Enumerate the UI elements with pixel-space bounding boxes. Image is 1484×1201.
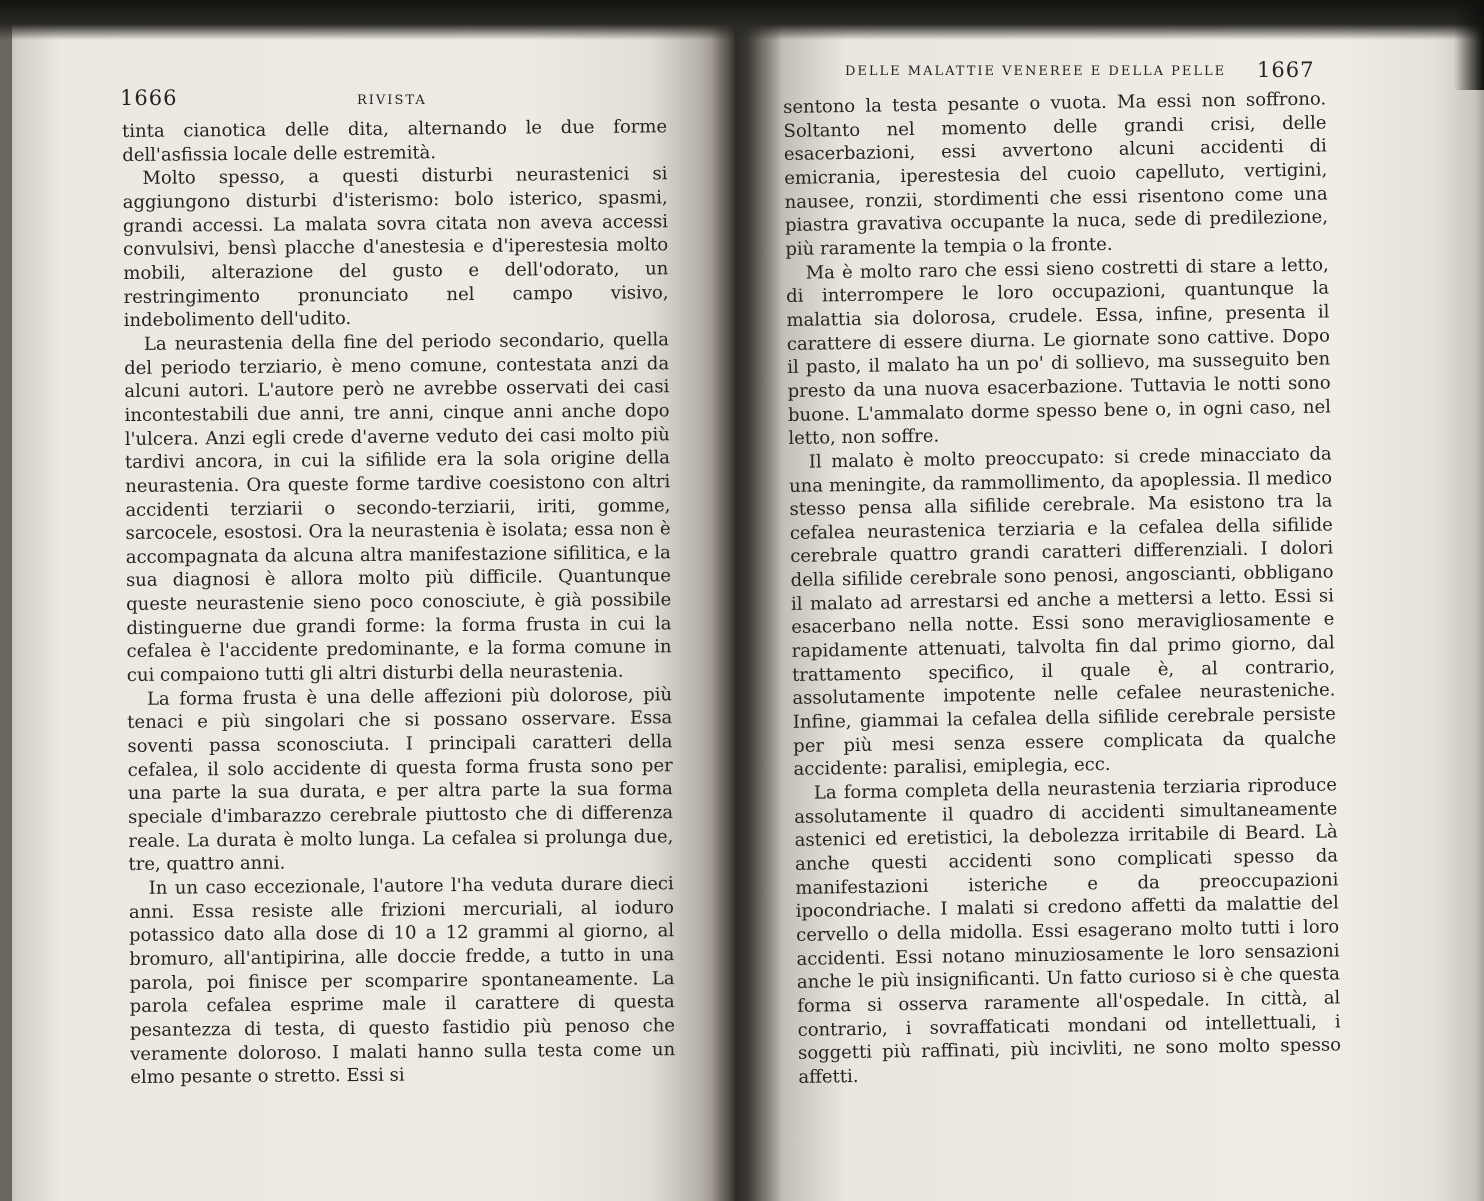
page-number-right: 1667 <box>1257 58 1315 82</box>
paragraph: La forma frusta è una delle affezioni più dolorose, più tenaci e più singolari che si possano osservare. Essa soventi passa sconosciuta. I principali caratteri della cefalea, il solo accidente di questa forma frusta sono per una parte la sua durata, e per altra parte la sua forma speciale d'imbarazzo cerebrale piuttosto che di differenza reale. La durata è molto lunga. La cefalea si prolunga due, tre, quattro anni. <box>127 683 674 876</box>
page-number-left: 1666 <box>120 86 178 110</box>
paragraph: La forma completa della neurastenia terziaria riproduce assolutamente il quadro di accidenti simultaneamente astenici ed eretistici, la debolezza irritabile di Beard. Là anche questi accidenti sono complicati spesso da manifestazioni isteriche e da preoccupazioni ipocondriache. I malati si credono affetti da malattie del cervello o della midolla. Essi esagerano molto tutti i loro accidenti. Essi notano minuziosamente le loro sensazioni anche le più insignificanti. Un fatto curioso si è che questa forma si osserva raramente all'ospedale. In città, al contrario, i sovraffaticati mondani od intellettuali, i soggetti più raffinati, più incivliti, ne sono molto spesso affetti. <box>794 774 1342 1088</box>
paragraph: sentono la testa pesante o vuota. Ma essi non soffrono. Soltanto nel momento delle grandi crisi, delle esacerbazioni, essi avvertono alcuni accidenti di emicrania, iperestesia del cuoio capelluto, vertigini, nausee, ronzii, stordimenti che essi risentono come una piastra gravativa occupante la nuca, sede di predilezione, più raramente la tempia o la fronte. <box>783 88 1329 260</box>
scan-border-top <box>0 0 1484 40</box>
left-page <box>0 0 735 1201</box>
running-head-left: RIVISTA <box>357 93 427 108</box>
scan-border-corner <box>1454 0 1484 90</box>
left-text-block <box>122 115 675 1090</box>
paragraph: Molto spesso, a questi disturbi neurastenici si aggiungono disturbi d'isterismo: bolo isterico, spasmi, grandi accessi. La malata sovra citata non aveva accessi convulsivi, bensì placche d'anestesia e d'iperestesia molto mobili, alterazione del gusto e dell'odorato, un restringimento pronunciato nel campo visivo, indebolimento dell'udito. <box>122 163 669 332</box>
left-page-edge <box>0 0 12 1201</box>
paragraph: In un caso eccezionale, l'autore l'ha veduta durare dieci anni. Essa resiste alle frizioni mercuriali, al ioduro potassico dato alla dose di 10 a 12 grammi al giorno, al bromuro, all'antipirina, alle doccie fredde, a tutto in una parola, poi finisce per scomparire spontaneamente. La parola cefalea esprime male il carattere di questa pesantezza di testa, di questo fastidio più penoso che veramente doloroso. I malati hanno sulla testa come un elmo pesante o stretto. Essi si <box>128 873 676 1089</box>
paragraph: tinta cianotica delle dita, alternando le due forme dell'asfissia locale delle estremità. <box>122 116 668 166</box>
paragraph: La neurastenia della fine del periodo secondario, quella del periodo terziario, è meno comune, contestata anzi da alcuni autori. L'autore però ne avrebbe osservati dei casi incontestabili due anni, tre anni, cinque anni anche dopo l'ulcera. Anzi egli crede d'averne veduto dei casi molto più tardivi ancora, in cui la sifilide era la sola origine della neurastenia. Ora queste forme tardive coesistono con altri accidenti terziarii o secondo-terziarii, iriti, gomme, sarcocele, esostosi. Ora la neurastenia è isolata; essa non è accompagnata da alcuna altra manifestazione sifilitica, e la sua diagnosi è allora molto più difficile. Quantunque queste neurastenie sieno poco conosciute, è già possibile distinguerne due grandi forme: la forma frusta in cui la cefalea è l'accidente predominante, e la forma comune in cui compaiono tutti gli altri disturbi della neurastenia. <box>124 329 672 687</box>
paragraph: Ma è molto raro che essi sieno costretti di stare a letto, di interrompere le loro occupazioni, quantunque la malattia sia dolorosa, crudele. Essa, infine, presenta il carattere di essere diurna. Le giornate sono cattive. Dopo il pasto, il malato ha un po' di sollievo, ma susseguito ben presto da una nuova esacerbazione. Tuttavia le notti sono buone. L'ammalato dorme spesso bene o, in ogni caso, nel letto, non soffre. <box>785 254 1332 450</box>
paragraph: Il malato è molto preoccupato: si crede minacciato da una meningite, da rammollimento, da apoplessia. Il medico stesso pensa alla sifilide cerebrale. Ma esistono tra la cefalea neurastenica terziaria e la cefalea della sifilide cerebrale quattro grandi caratteri differenziali. I dolori della sifilide cerebrale sono penosi, angoscianti, obbligano il malato ad arrestarsi ed anche a mettersi a letto. Essi si esacerbano nella notte. Essi sono meravigliosamente e rapidamente attenuati, talvolta fin dal primo giorno, dal trattamento specifico, il quale è, al contrario, assolutamente impotente nelle cefalee neurasteniche. Infine, giammai la cefalea della sifilide cerebrale persiste per più mesi senza essere complicata da qualche accidente: paralisi, emiplegia, ecc. <box>788 443 1337 781</box>
book-gutter <box>712 0 782 1201</box>
right-text-block <box>783 87 1342 1089</box>
running-head-right: DELLE MALATTIE VENEREE E DELLA PELLE <box>845 64 1227 79</box>
right-page <box>735 0 1484 1201</box>
